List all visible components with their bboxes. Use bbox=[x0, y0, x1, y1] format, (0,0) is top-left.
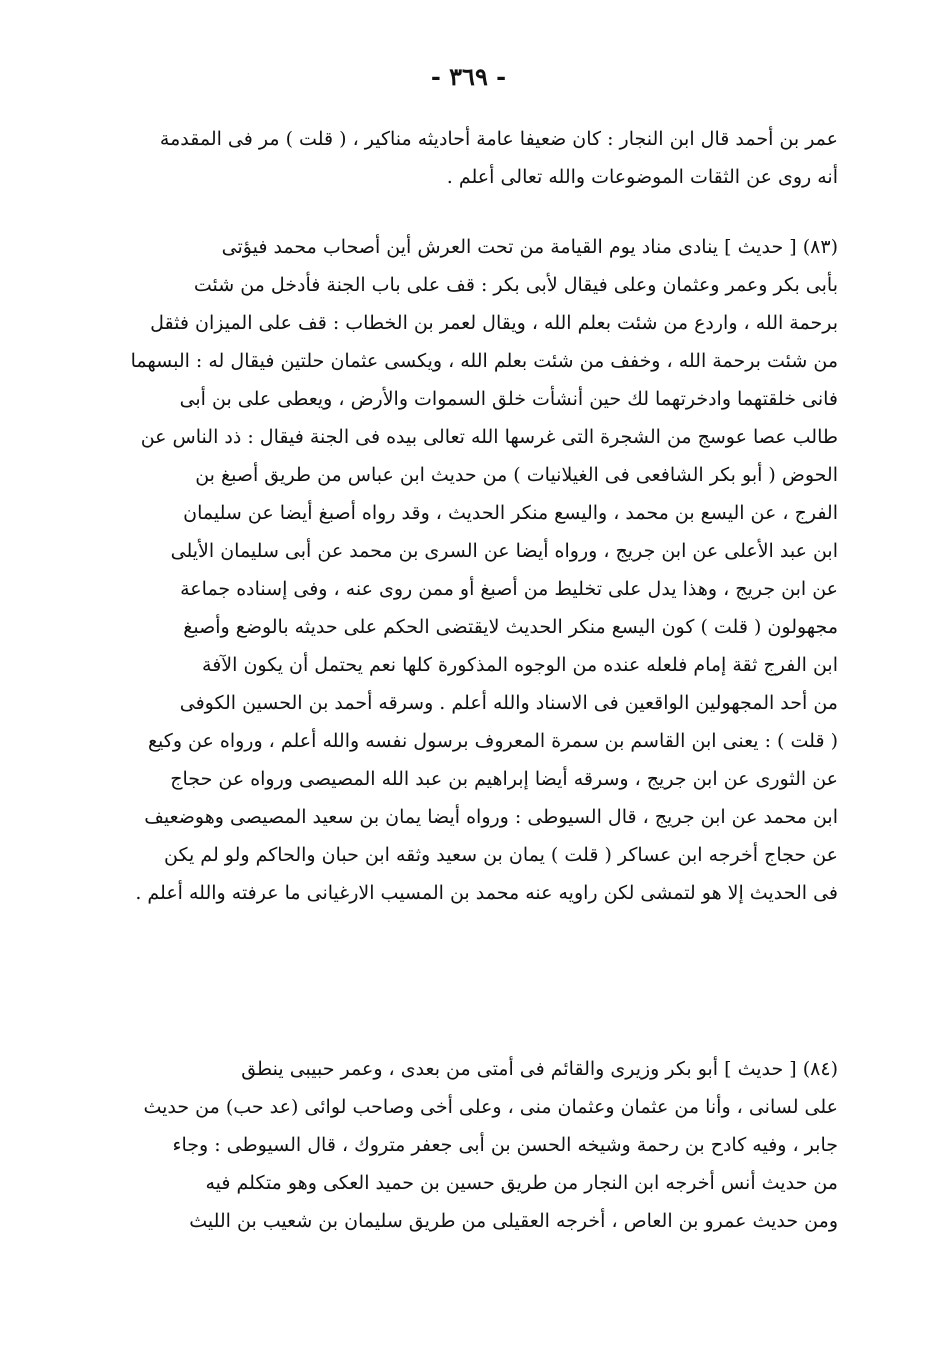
text-line bbox=[100, 988, 838, 1026]
text-line bbox=[100, 950, 838, 988]
paragraph-continuation bbox=[100, 120, 838, 196]
text-line: برحمة الله ، واردع من شئت بعلم الله ، ويقال لعمر بن الخطاب : قف على الميزان فثقل bbox=[150, 312, 838, 334]
text-line: ومن حديث عمرو بن العاص ، أخرجه العقيلى من طريق سليمان بن شعيب بن الليث bbox=[189, 1210, 838, 1232]
text-line: طالب عصا عوسج من الشجرة التى غرسها الله تعالى بيده فى الجنة فيقال : ذد الناس عن bbox=[140, 426, 838, 448]
text-line: عن ابن جريج ، وهذا يدل على تخليط من أصبغ أو ممن روى عنه ، وفى إسناده جماعة bbox=[180, 578, 838, 600]
text-line: على لسانى ، وأنا من عثمان وعثمان منى ، وعلى أخى وصاحب لوائى (عد حب) من حديث bbox=[143, 1096, 838, 1118]
text-line: بأبى بكر وعمر وعثمان وعلى فيقال لأبى بكر : قف على باب الجنة فأدخل من شئت bbox=[193, 274, 838, 296]
text-line: من أحد المجهولين الواقعين فى الاسناد والله أعلم . وسرقه أحمد بن الحسين الكوفى bbox=[179, 692, 838, 714]
text-line: مجهولون ( قلت ) كون اليسع منكر الحديث لايقتضى الحكم على حديثه بالوضع وأصبغ bbox=[183, 616, 838, 638]
text-line: (٨٣) [ حديث ] ينادى مناد يوم القيامة من تحت العرش أين أصحاب محمد فيؤتى bbox=[221, 236, 838, 258]
text-line: عمر بن أحمد قال ابن النجار : كان ضعيفا عامة أحاديثه مناكير ، ( قلت ) مر فى المقدمة bbox=[159, 128, 838, 150]
text-line: (٨٤) [ حديث ] أبو بكر وزيرى والقائم فى أمتى من بعدى ، وعمر حبيبى ينطق bbox=[241, 1058, 838, 1080]
text-line: من شئت برحمة الله ، وخفف من شئت بعلم الله ، ويكسى عثمان حلتين فيقال له : البسهما bbox=[130, 350, 838, 372]
text-line: ابن محمد عن ابن جريج ، قال السيوطى : ورواه أيضا يمان بن سعيد المصيصى وهوضعيف bbox=[144, 806, 838, 828]
text-line: عن حجاج أخرجه ابن عساكر ( قلت ) يمان بن سعيد وثقه ابن حبان والحاكم ولو لم يكن bbox=[164, 844, 838, 866]
text-line: ( قلت ) : يعنى ابن القاسم بن سمرة المعروف برسول نفسه والله أعلم ، ورواه عن وكيع bbox=[147, 730, 838, 752]
text-line: الحوض ( أبو بكر الشافعى فى الغيلانيات ) من حديث ابن عباس من طريق أصبغ بن bbox=[195, 464, 838, 486]
text-line: فانى خلقتهما وادخرتهما لك حين أنشأت خلق السموات والأرض ، ويعطى على بن أبى bbox=[179, 388, 838, 410]
paragraph-hadith-83 bbox=[100, 228, 838, 1026]
text-line: أنه روى عن الثقات الموضوعات والله تعالى أعلم . bbox=[446, 166, 838, 188]
text-line: الفرج ، عن اليسع بن محمد ، واليسع منكر الحديث ، وقد رواه أصبغ أيضا عن سليمان bbox=[183, 502, 838, 524]
text-line bbox=[100, 912, 838, 950]
text-line: ابن عبد الأعلى عن ابن جريج ، ورواه أيضا عن السرى بن محمد عن أبى سليمان الأيلى bbox=[170, 540, 838, 562]
paragraph-hadith-84 bbox=[100, 1050, 838, 1240]
text-line: عن الثورى عن ابن جريج ، وسرقه أيضا إبراهيم بن عبد الله المصيصى ورواه عن حجاج bbox=[170, 768, 838, 790]
page-number: - ٣٦٩ - bbox=[430, 62, 507, 91]
text-line: ابن الفرج ثقة إمام فلعله عنده من الوجوه المذكورة كلها نعم يحتمل أن يكون الآفة bbox=[202, 654, 838, 676]
text-line: من حديث أنس أخرجه ابن النجار من طريق حسين بن حميد العكى وهو متكلم فيه bbox=[205, 1172, 838, 1194]
text-line: جابر ، وفيه كادح بن رحمة وشيخه الحسن بن أبى جعفر متروك ، قال السيوطى : وجاء bbox=[172, 1134, 838, 1156]
text-line: فى الحديث إلا هو لتمشى لكن راويه عنه محمد بن المسيب الارغيانى ما عرفته والله أعلم . bbox=[135, 882, 838, 904]
